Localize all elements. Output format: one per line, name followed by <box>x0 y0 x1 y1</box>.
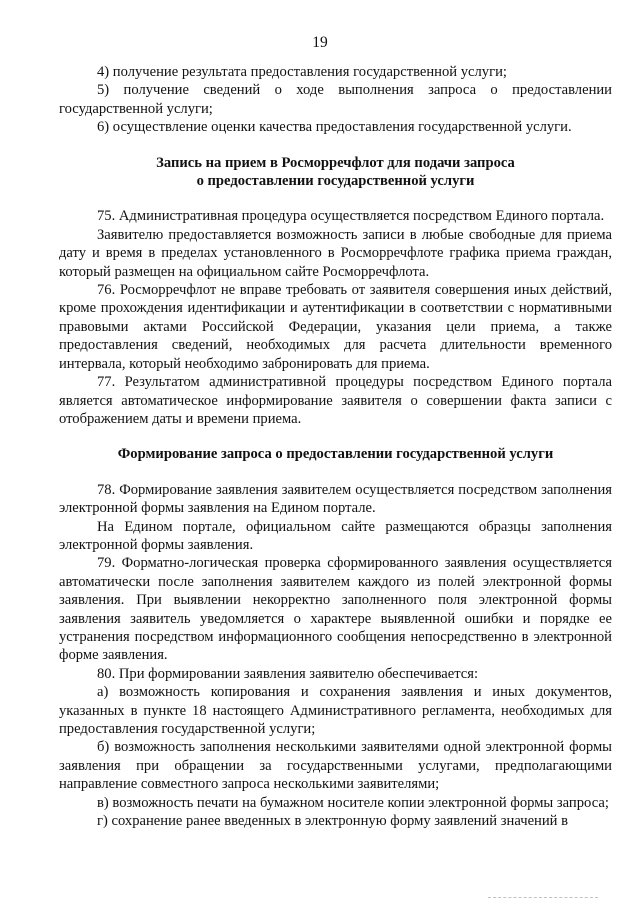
section-heading: Формирование запроса о предоставлении государственной услуги <box>117 446 554 463</box>
section-heading <box>59 154 612 191</box>
paragraph: На Едином портале, официальном сайте размещаются образцы заполнения электронной формы заявления. <box>59 518 612 553</box>
list-item: 6) осуществление оценки качества предоставления государственной услуги. <box>97 119 572 136</box>
paragraph: 78. Формирование заявления заявителем осуществляется посредством заполнения электронной формы заявления на Едином портале. <box>59 481 612 517</box>
paragraph: 76. Росморречфлот не вправе требовать от заявителя совершения иных действий, кроме прохождения идентификации и аутентификации в соответствии с нормативными правовыми актами Российской Федерации, указания цели приема, а также предоставления сведений, необходимых для расчета длительности временного интервала, который необходимо забронировать для приема. <box>59 282 612 372</box>
section-heading-line: о предоставлении государственной услуги <box>196 173 475 190</box>
list-item: в) возможность печати на бумажном носителе копии электронной формы запроса; <box>97 794 609 811</box>
paragraph: 80. При формировании заявления заявителю обеспечивается: <box>97 665 479 682</box>
list-item: г) сохранение ранее введенных в электронную форму заявлений значений в <box>97 813 569 830</box>
list-item: 5) получение сведений о ходе выполнения запроса о предоставлении государственной услуги; <box>59 82 612 117</box>
paragraph: 79. Форматно-логическая проверка сформированного заявления осуществляется автоматически после заполнения заявителем каждого из полей электронной формы заявления. При выявлении некорректно заполненного поля электронной формы заявления заявитель уведомляется о характере выявленной ошибки и порядке ее устранения посредством информационного сообщения непосредственно в электронной форме заявления. <box>59 555 612 664</box>
list-item: 4) получение результата предоставления государственной услуги; <box>97 64 507 80</box>
document-body <box>59 63 612 830</box>
list-item: б) возможность заполнения несколькими заявителями одной электронной формы заявления при обращении за государственными услугами, предполагающими направление совместного запроса несколькими заявителями; <box>59 739 612 793</box>
page-number: 19 <box>312 34 328 51</box>
list-item: а) возможность копирования и сохранения заявления и иных документов, указанных в пункте 18 настоящего Административного регламента, необходимых для предоставления государственной услуги; <box>59 684 612 737</box>
paragraph: Заявителю предоставляется возможность записи в любые свободные для приема дату и время в пределах установленного в Росморречфлоте графика приема граждан, который размещен на официальном сайте Росморречфлота. <box>59 226 612 280</box>
paragraph: 75. Административная процедура осуществляется посредством Единого портала. <box>97 208 605 225</box>
scan-artifact-line <box>488 897 598 898</box>
section-heading-line: Запись на прием в Росморречфлот для подачи запроса <box>156 154 515 171</box>
paragraph: 77. Результатом административной процедуры посредством Единого портала является автоматическое информирование заявителя о совершении факта записи с отображением даты и времени приема. <box>59 374 612 427</box>
